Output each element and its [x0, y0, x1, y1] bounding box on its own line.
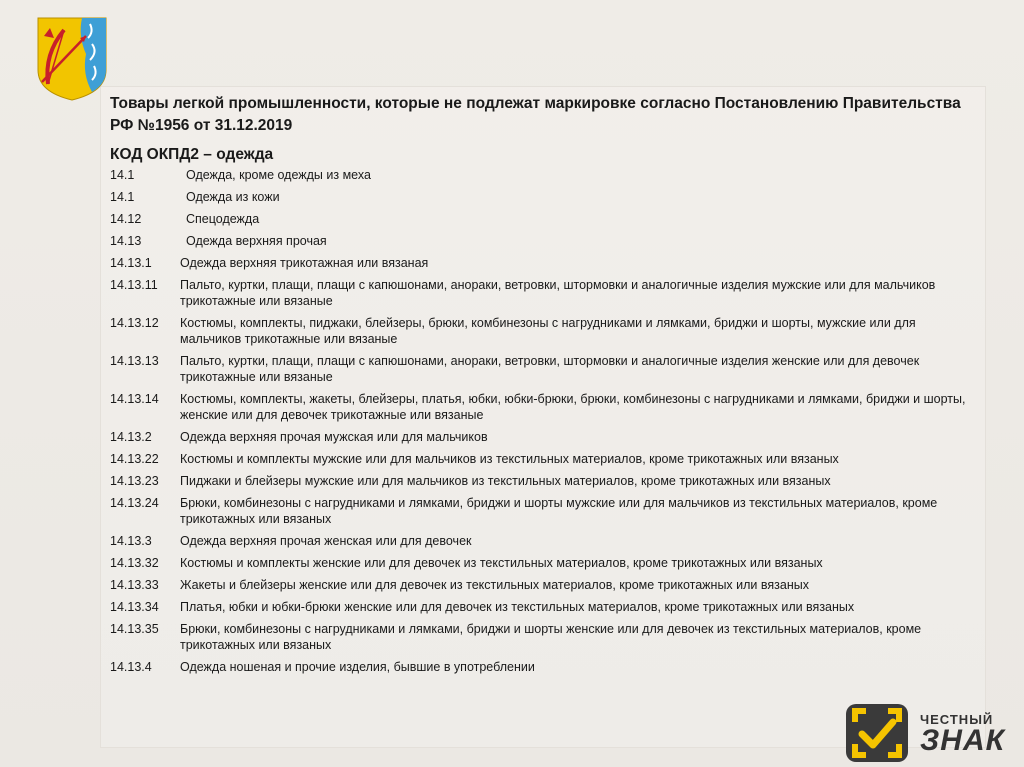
item-text: Одежда ношеная и прочие изделия, бывшие в употреблении [180, 660, 535, 674]
item-text: Одежда, кроме одежды из меха [186, 168, 371, 182]
item-text: Жакеты и блейзеры женские или для девочек из текстильных материалов, кроме трикотажных или вязаных [180, 578, 809, 592]
list-item [110, 659, 978, 675]
list-item [110, 429, 978, 445]
item-code: 14.13 [110, 234, 142, 248]
item-text: Одежда верхняя прочая [186, 234, 327, 248]
item-text: Костюмы и комплекты женские или для девочек из текстильных материалов, кроме трикотажных или вязаных [180, 556, 823, 570]
item-text: Одежда верхняя прочая мужская или для мальчиков [180, 430, 488, 444]
item-text: Одежда верхняя прочая женская или для девочек [180, 534, 472, 548]
list-item [110, 167, 978, 183]
logo-line-1: ЧЕСТНЫЙ [920, 712, 994, 727]
item-code: 14.13.2 [110, 430, 152, 444]
item-text: Пиджаки и блейзеры мужские или для мальчиков из текстильных материалов, кроме трикотажных или вязаных [180, 474, 831, 488]
item-code: 14.13.34 [110, 600, 159, 614]
item-code: 14.1 [110, 168, 135, 182]
list-item [110, 473, 978, 489]
item-text: Пальто, куртки, плащи, плащи с капюшонами, анораки, ветровки, штормовки и аналогичные изделия мужские или для мальчиков трикотажные или вязаные [180, 278, 936, 308]
item-code: 14.13.35 [110, 622, 159, 636]
list-item [110, 277, 978, 309]
item-text: Брюки, комбинезоны с нагрудниками и лямками, бриджи и шорты женские или для девочек из текстильных материалов, кроме трикотажных или вязаных [180, 622, 922, 652]
section-subtitle: КОД ОКПД2 – одежда [110, 146, 274, 163]
item-text: Одежда из кожи [186, 190, 280, 204]
list-item [110, 451, 978, 467]
page-title: Товары легкой промышленности, которые не подлежат маркировке согласно Постановлению Правительства РФ №1956 от 31.12.2019 [110, 95, 961, 134]
item-code: 14.13.14 [110, 392, 159, 406]
item-code: 14.13.24 [110, 496, 159, 510]
item-text: Брюки, комбинезоны с нагрудниками и лямками, бриджи и шорты мужские или для мальчиков из текстильных материалов, кроме трикотажных или вязаных [180, 496, 938, 526]
item-code: 14.1 [110, 190, 135, 204]
item-code: 14.13.23 [110, 474, 159, 488]
list-item [110, 315, 978, 347]
list-item [110, 621, 978, 653]
item-text: Костюмы и комплекты мужские или для мальчиков из текстильных материалов, кроме трикотажных или вязаных [180, 452, 839, 466]
item-code: 14.13.22 [110, 452, 159, 466]
item-code: 14.13.33 [110, 578, 159, 592]
item-text: Платья, юбки и юбки-брюки женские или для девочек из текстильных материалов, кроме трикотажных или вязаных [180, 600, 855, 614]
item-code: 14.13.11 [110, 278, 158, 292]
list-item [110, 391, 978, 423]
item-text: Пальто, куртки, плащи, плащи с капюшонами, анораки, ветровки, штормовки и аналогичные изделия женские или для девочек трикотажные или вязаные [180, 354, 920, 384]
logo-wordmark [920, 712, 1005, 755]
list-item [110, 353, 978, 385]
list-item [110, 577, 978, 593]
item-text: Костюмы, комплекты, пиджаки, блейзеры, брюки, комбинезоны с нагрудниками и лямками, бриджи и шорты, мужские или для мальчиков трикотажные или вязаные [180, 316, 916, 346]
list-item [110, 533, 978, 549]
list-item [110, 555, 978, 571]
list-item [110, 255, 978, 271]
list-item [110, 189, 978, 205]
item-code: 14.12 [110, 212, 142, 226]
list-item [110, 211, 978, 227]
list-item [110, 233, 978, 249]
item-code: 14.13.32 [110, 556, 159, 570]
item-text: Костюмы, комплекты, жакеты, блейзеры, платья, юбки, юбки-брюки, брюки, комбинезоны с нагрудниками и лямками, бриджи и шорты, женские или для девочек трикотажные или вязаные [180, 392, 966, 422]
item-text: Одежда верхняя трикотажная или вязаная [180, 256, 429, 270]
item-code: 14.13.4 [110, 660, 152, 674]
item-code: 14.13.13 [110, 354, 159, 368]
okpd2-list [110, 167, 978, 681]
list-item [110, 495, 978, 527]
logo-line-2: ЗНАК [920, 724, 1006, 757]
item-code: 14.13.3 [110, 534, 152, 548]
item-text: Спецодежда [186, 212, 260, 226]
item-code: 14.13.12 [110, 316, 159, 330]
coat-of-arms-icon [34, 14, 110, 102]
list-item [110, 599, 978, 615]
item-code: 14.13.1 [110, 256, 152, 270]
